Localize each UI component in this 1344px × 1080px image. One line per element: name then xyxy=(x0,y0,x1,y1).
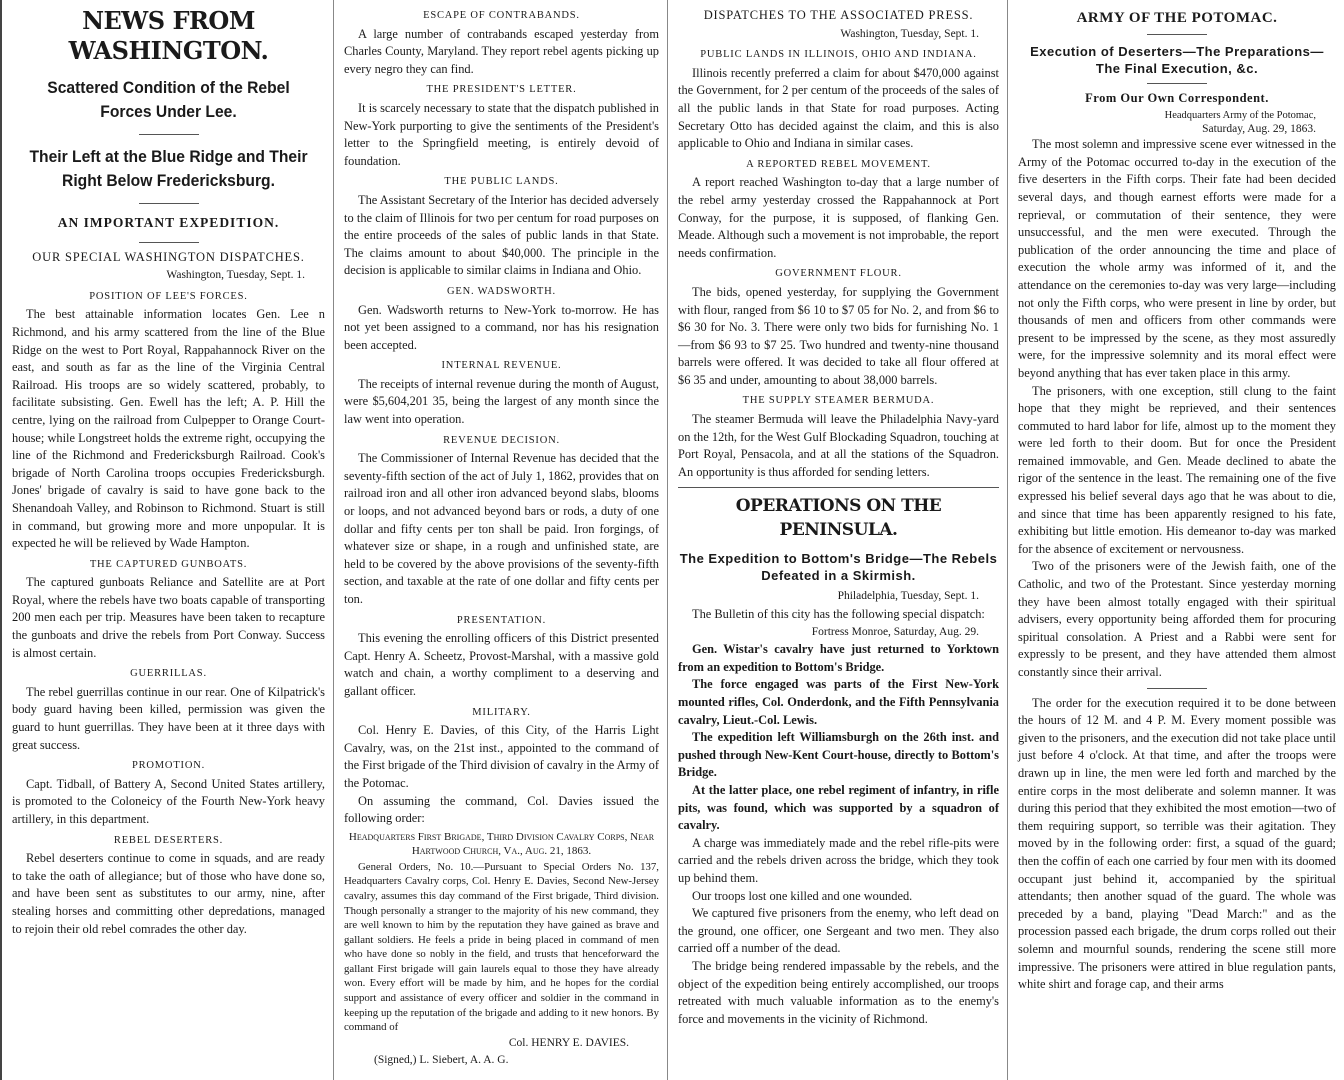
divider xyxy=(1147,83,1207,84)
deck-blue-ridge: Their Left at the Blue Ridge and Their Right Below Fredericksburg. xyxy=(29,147,308,190)
paragraph: The order for the execution required it to be done between the hours of 12 M. and 4 P. M. Every moment possible was given to the prisoners, and the execution did not take place until just before 4 o'clock. At that time, and after the troops were drawn up in line, the men were led forth and marched by the entire corps in the most deliberate and solemn manner. It was during this period that they exhibited the most emotion—two of them requiring support, so terrible was their agitation. They moved by in the following order: first, a squad of the guard; then the coffin of each one carried by four men with its doomed occupant just behind it, accompanied by the spiritual attendants; then another squad of the guard. The whole was preceded by a band, playing "Dead March:" and as the procession passed each brigade, the drum corps rolled out their solemn and mournful sounds, rendering the scene still more impressive. The prisoners were attired in blue regulation pants, white shirt and forage cap, and their arms xyxy=(1018,695,1336,992)
deck-important-expedition: AN IMPORTANT EXPEDITION. xyxy=(57,215,280,230)
paragraph: The Bulletin of this city has the following special dispatch: xyxy=(692,607,985,622)
signature: (Signed,) L. Siebert, A. A. G. xyxy=(374,1054,509,1067)
paragraph: Col. Henry E. Davies, of this City, of the Harris Light Cavalry, was, on the 21st inst., appointed to the command of the First brigade of the Third division of cavalry in the Army of the Potomac. xyxy=(344,723,659,790)
subheading: THE PRESIDENT'S LETTER. xyxy=(426,84,577,96)
paragraph: The prisoners, with one exception, still clung to the faint hope that they might be reprieved, and their sentences commuted to hard labor for life, almost up to the moment they were led forth to their doom. But for once the President remained immovable, and Gen. Meade declined to abate the rigor of the sentence in the least. The remaining one of the five expressed his belief several days ago that he was about to die, and since that time has been apparently resigned to his fate, exhibiting but little emotion. His demeanor to-day was marked for the absence of excitement or nervousness. xyxy=(1018,383,1336,556)
paragraph: The Commissioner of Internal Revenue has decided that the seventy-fifth section of the act of July 1, 1862, provides that on railroad iron and all other iron advanced beyond slabs, blooms or loops, and not advanced beyond bars or rods, a duty of one dollar and fifty cents per ton shall be paid. Iron forgings, of whatever size or shape, in a rough and unfinished state, are held to be covered by the above provisions of the seventy-fifth section, and taxable at the rate of one dollar and fifty cents per ton. xyxy=(344,451,659,606)
subheading: GUERRILLAS. xyxy=(130,668,207,680)
paragraph: The bridge being rendered impassable by the rebels, and the object of the expedition being entirely accomplished, our troops retreated with much valuable information as to the enemy's force and movements in the vicinity of Richmond. xyxy=(678,958,999,1026)
dateline: Washington, Tuesday, Sept. 1. xyxy=(840,27,979,40)
byline: From Our Own Correspondent. xyxy=(1085,90,1269,105)
paragraph: Rebel deserters continue to come in squads, and are ready to take the oath of allegiance; but of those who have done so, and have been sent as substitutes to our army, nine, after stealing horses and committing other depredations, managed to rejoin their old rebel comrades the other day. xyxy=(12,851,325,936)
divider xyxy=(678,487,999,488)
paragraph: At the latter place, one rebel regiment of infantry, in rifle pits, was found, which was supported by a squadron of cavalry. xyxy=(678,782,999,833)
divider xyxy=(1147,688,1207,689)
subheading: POSITION OF LEE'S FORCES. xyxy=(89,290,248,302)
deck: Execution of Deserters—The Preparations—The Final Execution, &c. xyxy=(1030,43,1324,76)
divider xyxy=(139,134,199,135)
subheading: REBEL DESERTERS. xyxy=(113,834,224,846)
subheading: THE PUBLIC LANDS. xyxy=(444,176,559,188)
dateline: Headquarters Army of the Potomac, xyxy=(1164,110,1316,122)
section-heading: DISPATCHES TO THE ASSOCIATED PRESS. xyxy=(703,8,974,22)
paragraph: The captured gunboats Reliance and Satellite are at Port Royal, where the rebels have two boats capable of transporting 200 men each per trip. Measures have been taken to recapture the gunboats and drive the rebels from Port Conway. Success is almost certain. xyxy=(12,575,325,660)
paragraph: The force engaged was parts of the First New-York mounted rifles, Col. Onderdonk, and the Fifth Pennsylvania cavalry, Lieut.-Col. Lewis. xyxy=(678,677,999,727)
subheading: PRESENTATION. xyxy=(456,614,547,626)
paragraph: It is scarcely necessary to state that the dispatch published in New-York purporting to give the sentiments of the President's letter to the Springfield meeting, is entirely devoid of foundation. xyxy=(344,100,659,168)
paragraph: The receipts of internal revenue during the month of August, were $5,604,201 35, being the largest of any month since the law went into operation. xyxy=(344,376,659,427)
dateline: Washington, Tuesday, Sept. 1. xyxy=(166,269,305,282)
paragraph: Two of the prisoners were of the Jewish faith, one of the Catholic, and two of the Protestant. Since yesterday morning they have been almost totally engaged with their spiritual advisers, every opportunity being afforded them for procuring spiritual consolation. A Priest and a Rabbi were sent for expressly to be present, and they have attended them almost constantly since their arrival. xyxy=(1018,559,1336,679)
column-associated-press xyxy=(668,0,1008,1080)
subheading: GEN. WADSWORTH. xyxy=(447,285,556,297)
subheading: THE SUPPLY STEAMER BERMUDA. xyxy=(742,395,935,407)
subheading: GOVERNMENT FLOUR. xyxy=(775,268,902,280)
paragraph: The expedition left Williamsburgh on the 26th inst. and pushed through New-Kent Court-house, directly to Bottom's Bridge. xyxy=(678,730,999,780)
order-text: General Orders, No. 10.—Pursuant to Special Orders No. 137, Headquarters Cavalry corps, Col. Henry E. Davies, Second New-Jersey cavalry, assumes this day command of the First brigade, Third division. Though personally a stranger to the majority of his new command, they are well known to him by the reputation they have gained as brave and gallant soldiers. He feels a pride in being placed in command of men who have done so nobly in the field, and trusts that henceforward the gallant First brigade will gain laurels equal to those they have already won. Every effort will be made by him, and he hopes for the cordial support and assistance of every officer and soldier in the command in keeping up the reputation of the brigade and adding to it new honors. By command of xyxy=(344,860,659,1034)
paragraph: Gen. Wistar's cavalry have just returned to Yorktown from an expedition to Bottom's Bridge. xyxy=(678,642,999,674)
dateline: Saturday, Aug. 29, 1863. xyxy=(1202,123,1316,136)
deck: The Expedition to Bottom's Bridge—The Rebels Defeated in a Skirmish. xyxy=(679,551,998,584)
subheading: PROMOTION. xyxy=(131,760,206,772)
divider xyxy=(139,203,199,204)
paragraph: A report reached Washington to-day that a large number of the rebel army yesterday crossed the Rappahannock at Port Conway, for the purpose, it is supposed, of flanking Gen. Meade. Although such a movement is not improbable, the report needs confirmation. xyxy=(678,175,999,260)
paragraph: We captured five prisoners from the enemy, who left dead on the ground, one officer, one Sergeant and two men. They also carried off a number of the dead. xyxy=(678,906,999,956)
divider xyxy=(139,242,199,243)
divider xyxy=(1147,34,1207,35)
paragraph: Illinois recently preferred a claim for about $470,000 against the Government, for 2 per centum of the proceeds of the sales of all the public lands in that State for road purposes. Acting Secretary Otto has decided against the claim, and this is also applicable to Ohio and Indiana in similar cases. xyxy=(678,65,999,151)
paragraph: The most solemn and impressive scene ever witnessed in the Army of the Potomac occurred to-day in the execution of the five deserters in the Fifth corps. Their fate had been decided several days, and though earnest efforts were made for a reprieval, or commutation of their sentence, they were unsuccessful, and the men were executed. Through the publication of the order announcing the time and place of execution the whole army was informed of it, and the attendance on the ceremonies to-day was very large—including not only the Fifth corps, who were present in line by order, but thousands of men and officers from other commands were present to be impressed by the scene, as they most assuredly were, for the impressive solemnity and its moral effect were beyond anything that has ever taken place in this army. xyxy=(1018,137,1336,380)
paragraph: The Assistant Secretary of the Interior has decided adversely to the claim of Illinois for two per centum for road purposes on the entire proceeds of the sales of public lands in that State. The claims amount to about $40,000. The principle in the decision is applicable to similar claims in Indiana and Ohio. xyxy=(344,192,659,278)
column-washington-items xyxy=(334,0,668,1080)
paragraph: Our troops lost one killed and one wounded. xyxy=(692,888,913,903)
subheading: ESCAPE OF CONTRABANDS. xyxy=(423,10,580,21)
deck-scattered-condition: Scattered Condition of the Rebel Forces Under Lee. xyxy=(47,78,290,121)
section-heading: OUR SPECIAL WASHINGTON DISPATCHES. xyxy=(32,249,305,264)
subheading: THE CAPTURED GUNBOATS. xyxy=(89,558,248,570)
paragraph: This evening the enrolling officers of this District presented Capt. Henry A. Scheetz, Provost-Marshal, with a massive gold watch and chain, a worthy compliment to a deserving and gallant officer. xyxy=(344,631,659,698)
paragraph: The steamer Bermuda will leave the Philadelphia Navy-yard on the 12th, for the West Gulf Blockading Squadron, touching at Port Royal, Pensacola, and at all the stations of the Squadron. An opportunity is thus afforded for sending letters. xyxy=(678,412,999,479)
paragraph: The best attainable information locates Gen. Lee n Richmond, and his army scattered from the line of the Blue Ridge on the west to Port Royal, Rappahannock River on the east, and south as far as the line of the Virginia Central Railroad. His troops are so widely scattered, probably, to facilitate subsisting. Gen. Ewell has the left; A. P. Hill the centre, lying on the railroad from Culpepper to Orange Court-house; while Longstreet holds the extreme right, occupying the line of the Richmond and Fredericksburgh Railroad. Cook's brigade of North Carolina troops occupies Fredericksburgh. Jones' brigade of cavalry is said to have gone back to the Shenandoah Valley, and Robinson to Richmond. Stuart is still in command, but growing more and more unpopular. It is expected he will be relieved by Wade Hampton. xyxy=(12,307,325,551)
column-news-from-washington xyxy=(0,0,334,1080)
subheading: REVENUE DECISION. xyxy=(443,434,560,446)
headline: NEWS FROM WASHINGTON. xyxy=(68,6,269,65)
paragraph: The rebel guerrillas continue in our rear. One of Kilpatrick's body guard having been killed, permission was given the guard to hunt guerrillas. They have been at it three days with great success. xyxy=(12,684,325,752)
subheading: A REPORTED REBEL MOVEMENT. xyxy=(746,158,931,170)
headline: ARMY OF THE POTOMAC. xyxy=(1076,10,1278,26)
order-heading: Headquarters First Brigade, Third Division Cavalry Corps, Near Hartwood Church, Va., Aug. 21, 1863. xyxy=(348,830,655,857)
paragraph: A large number of contrabands escaped yesterday from Charles County, Maryland. They report rebel agents picking up every negro they can find. xyxy=(344,26,659,76)
paragraph: A charge was immediately made and the rebel rifle-pits were carried and the rebels driven across the bridge, which they took up behind them. xyxy=(678,835,999,885)
signature: Col. HENRY E. DAVIES. xyxy=(508,1036,629,1049)
subheading: INTERNAL REVENUE. xyxy=(441,360,562,372)
subheading: PUBLIC LANDS IN ILLINOIS, OHIO AND INDIANA. xyxy=(700,49,977,61)
paragraph: On assuming the command, Col. Davies issued the following order: xyxy=(344,793,659,826)
column-army-of-the-potomac xyxy=(1008,0,1344,1080)
dateline: Philadelphia, Tuesday, Sept. 1. xyxy=(837,590,979,603)
subheading: MILITARY. xyxy=(472,706,531,718)
dateline: Fortress Monroe, Saturday, Aug. 29. xyxy=(811,625,979,638)
headline: OPERATIONS ON THE PENINSULA. xyxy=(735,496,942,541)
paragraph: The bids, opened yesterday, for supplying the Government with flour, ranged from $6 10 to $7 05 for No. 2, and from $6 to $6 30 for No. 3. There were only two bids for furnishing No. 1—from $6 93 to $7 25. Two hundred and twenty-nine thousand barrels were offered. It was decided to take all flour offered at $6 35 and under, amounting to about 38,000 barrels. xyxy=(678,284,999,387)
paragraph: Gen. Wadsworth returns to New-York to-morrow. He has not yet been assigned to a command, nor has his resignation been accepted. xyxy=(344,302,659,352)
paragraph: Capt. Tidball, of Battery A, Second United States artillery, is promoted to the Coloneicy of the Fourth New-York heavy artillery, in this department. xyxy=(12,776,325,826)
